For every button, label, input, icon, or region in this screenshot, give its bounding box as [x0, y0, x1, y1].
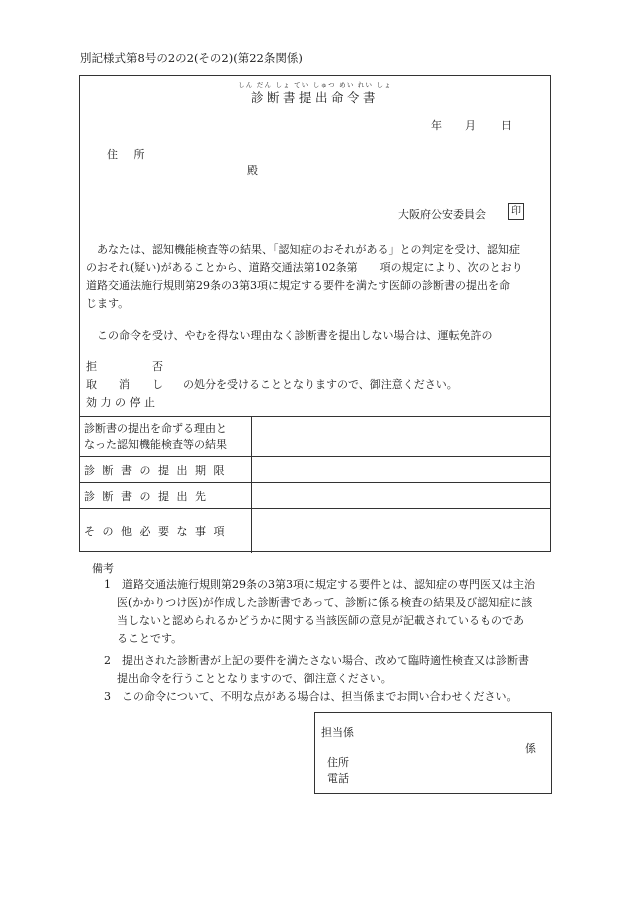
note-1-line2: 医(かかりつけ医)が作成した診断書であって、診断に係る検査の結果及び認知症に該 — [117, 596, 533, 609]
note-2-line2: 提出命令を行うこととなりますので、御注意ください。 — [117, 672, 392, 685]
option-suspension: 効 力 の 停 止 — [86, 396, 155, 409]
note-1-line4: ることです。 — [117, 632, 183, 645]
date-day: 日 — [501, 119, 512, 132]
form-id: 別記様式第8号の2の2(その2)(第22条関係) — [80, 51, 303, 65]
reason-label: 診断書の提出を命ずる理由と なった認知機能検査等の結果 — [80, 417, 252, 457]
body-p2-line1: この命令を受け、やむを得ない理由なく診断書を提出しない場合は、運転免許の — [97, 329, 493, 342]
table-row — [80, 483, 550, 509]
destination-label: 診断書の提出先 — [80, 483, 252, 509]
seal-stamp: 印 — [508, 203, 524, 220]
honorific: 殿 — [247, 164, 258, 177]
table-row — [80, 417, 550, 457]
note-3-line1: 3 この命令について、不明な点がある場合は、担当係までお問い合わせください。 — [104, 690, 518, 703]
body-p1-line2: のおそれ(疑い)があることから、道路交通法第102条第 項の規定により、次のとおり — [86, 261, 523, 274]
note-1-line1: 1 道路交通法施行規則第29条の3第3項に規定する要件とは、認知症の専門医又は主治 — [104, 578, 535, 591]
order-form-box — [79, 75, 551, 552]
contact-phone: 電話 — [327, 772, 349, 785]
contact-address: 住所 — [327, 756, 349, 769]
date-month: 月 — [465, 119, 476, 132]
contact-suffix: 係 — [525, 742, 536, 755]
other-matters-value — [252, 509, 551, 553]
table-row — [80, 457, 550, 483]
body-p1-line1: あなたは、認知機能検査等の結果、「認知症のおそれがある」との判定を受け、認知症 — [97, 243, 521, 256]
address-label: 住 所 — [107, 148, 151, 161]
note-2-line1: 2 提出された診断書が上記の要件を満たさない場合、改めて臨時適性検査又は診断書 — [104, 654, 529, 667]
contact-box — [314, 712, 552, 794]
deadline-label: 診断書の提出期限 — [80, 457, 252, 483]
date-year: 年 — [431, 119, 442, 132]
issuer-name: 大阪府公安委員会 — [398, 208, 486, 221]
deadline-value — [252, 457, 551, 483]
contact-label: 担当係 — [321, 726, 354, 739]
option-revocation: 取 消 し — [86, 378, 163, 391]
destination-value — [252, 483, 551, 509]
info-table — [80, 416, 550, 553]
notes-heading: 備考 — [92, 562, 114, 575]
body-p1-line4: じます。 — [86, 297, 130, 310]
title-ruby: しん だん しょ てい しゅつ めい れい しょ — [238, 81, 392, 89]
note-1-line3: 当しないと認められるかどうかに関する当該医師の意見が記載されているものであ — [117, 614, 524, 627]
table-row — [80, 509, 550, 553]
body-p1-line3: 道路交通法施行規則第29条の3第3項に規定する要件を満たす医師の診断書の提出を命 — [86, 279, 510, 292]
page-title: 診断書提出命令書 — [250, 90, 379, 105]
reason-value — [252, 417, 551, 457]
body-p2-tail: の処分を受けることとなりますので、御注意ください。 — [183, 378, 458, 391]
option-refusal: 拒 否 — [86, 360, 163, 373]
other-matters-label: その他必要な事項 — [80, 509, 252, 553]
